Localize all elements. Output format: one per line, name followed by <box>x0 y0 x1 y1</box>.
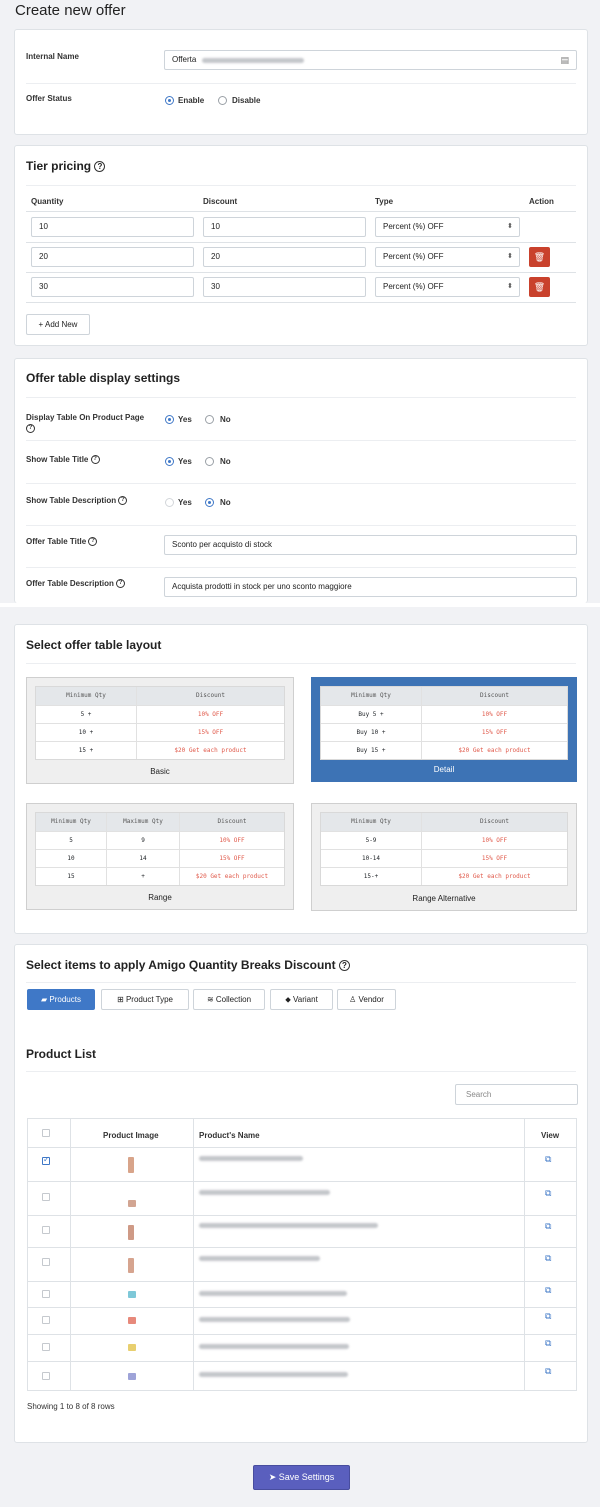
discount-input[interactable]: 10 <box>203 217 366 237</box>
yes-label: Yes <box>178 498 192 507</box>
user-icon: ♙ <box>349 995 357 1004</box>
status-disable-label: Disable <box>232 96 261 105</box>
row-checkbox[interactable] <box>42 1343 50 1351</box>
show-desc-label-text: Show Table Description <box>26 496 117 505</box>
cell: 10% OFF <box>136 706 284 723</box>
tab-label: Product Type <box>125 995 173 1004</box>
divider <box>26 83 576 84</box>
delete-row-button[interactable] <box>529 247 550 267</box>
header-cell: Minimum Qty <box>351 692 391 699</box>
search-input[interactable]: Search <box>455 1084 578 1105</box>
select-caret-icon: ⬍ <box>507 283 513 290</box>
divider <box>26 242 576 243</box>
table-row <box>28 1334 576 1361</box>
cell: 15% OFF <box>421 724 567 741</box>
type-select[interactable] <box>375 217 520 237</box>
divider <box>26 211 576 212</box>
contact-card-icon: ▤ <box>560 55 569 65</box>
display-table-yes-radio[interactable] <box>165 415 174 424</box>
offer-desc-input[interactable]: Acquista prodotti in stock per uno sconto maggiore <box>164 577 577 597</box>
col-view: View <box>541 1131 560 1140</box>
mini-table <box>320 686 568 760</box>
external-link-icon[interactable]: ⧉ <box>545 1188 552 1198</box>
select-all-checkbox[interactable] <box>42 1129 50 1137</box>
table-row <box>28 1307 576 1334</box>
screenshot-seam <box>0 603 600 607</box>
no-label: No <box>220 457 231 466</box>
mini-table <box>35 686 285 760</box>
show-title-no-radio[interactable] <box>205 457 214 466</box>
product-thumbnail <box>128 1373 136 1380</box>
divider <box>26 567 576 568</box>
add-new-label: Add New <box>44 320 78 329</box>
show-desc-label <box>26 495 127 506</box>
select-caret-icon: ⬍ <box>507 253 513 260</box>
help-icon[interactable]: ? <box>94 161 105 172</box>
header-cell: Minimum Qty <box>351 818 391 825</box>
layout-option-basic[interactable] <box>26 677 294 784</box>
internal-name-label: Internal Name <box>26 52 79 61</box>
external-link-icon[interactable]: ⧉ <box>545 1366 552 1376</box>
product-thumbnail <box>128 1317 136 1324</box>
help-icon[interactable]: ? <box>88 537 97 546</box>
quantity-input[interactable]: 20 <box>31 247 194 267</box>
row-checkbox[interactable] <box>42 1226 50 1234</box>
divider <box>26 982 576 983</box>
table-row <box>28 1281 576 1307</box>
redacted-text <box>199 1223 378 1228</box>
offer-title-label-text: Offer Table Title <box>26 537 87 546</box>
tab-label: Collection <box>215 995 252 1004</box>
cell: 15 + <box>78 747 94 754</box>
row-checkbox[interactable] <box>42 1258 50 1266</box>
display-table-no-radio[interactable] <box>205 415 214 424</box>
cell: 10-14 <box>361 855 381 862</box>
status-enable-label: Enable <box>178 96 205 105</box>
discount-input[interactable]: 30 <box>203 277 366 297</box>
divider <box>26 663 576 664</box>
redacted-text <box>199 1372 348 1377</box>
external-link-icon[interactable]: ⧉ <box>545 1253 552 1263</box>
divider <box>26 272 576 273</box>
yes-label: Yes <box>178 457 192 466</box>
cell: 15% OFF <box>136 724 284 741</box>
header-cell: Minimum Qty <box>66 692 106 699</box>
trash-icon: 🗑 <box>533 282 546 292</box>
col-type: Type <box>375 197 394 206</box>
yes-label: Yes <box>178 415 192 424</box>
add-new-button[interactable] <box>26 314 90 335</box>
redacted-text <box>199 1256 320 1261</box>
delete-row-button[interactable] <box>529 277 550 297</box>
cell: 10% OFF <box>421 832 567 849</box>
table-row <box>28 1181 576 1215</box>
show-title-label-text: Show Table Title <box>26 455 89 464</box>
cell: 9 <box>106 832 179 849</box>
header-cell: Discount <box>421 687 567 705</box>
layout-option-range[interactable] <box>26 803 294 910</box>
plus-icon: + <box>38 320 44 329</box>
product-list-title: Product List <box>26 1047 97 1061</box>
tab-vendor[interactable] <box>337 989 396 1010</box>
layers-icon: ≋ <box>206 995 214 1004</box>
products-icon: ▰ <box>41 995 48 1004</box>
cell: 15% OFF <box>421 850 567 867</box>
cell: + <box>106 868 179 885</box>
items-title-text: Select items to apply Amigo Quantity Breaks Discount <box>26 958 336 972</box>
external-link-icon[interactable]: ⧉ <box>545 1285 552 1295</box>
divider <box>26 1071 576 1072</box>
cell: $20 Get each product <box>421 868 567 885</box>
table-row <box>28 1215 576 1247</box>
no-label: No <box>220 498 231 507</box>
row-checkbox[interactable] <box>42 1193 50 1201</box>
status-disable-radio[interactable] <box>218 96 227 105</box>
layout-name: Basic <box>150 767 170 776</box>
cell: $20 Get each product <box>421 742 567 759</box>
product-table <box>27 1118 577 1391</box>
offer-title-input[interactable]: Sconto per acquisto di stock <box>164 535 577 555</box>
header-cell: Discount <box>179 813 284 831</box>
help-icon[interactable]: ? <box>116 579 125 588</box>
divider <box>26 440 576 441</box>
display-settings-title: Offer table display settings <box>26 371 181 385</box>
col-product-image: Product Image <box>103 1131 159 1140</box>
tab-variant[interactable] <box>270 989 333 1010</box>
redacted-text <box>199 1291 347 1296</box>
internal-name-value: Offerta <box>172 55 197 64</box>
cell: 5 + <box>80 711 92 718</box>
redacted-text <box>199 1344 349 1349</box>
cell: Buy 15 + <box>356 747 386 754</box>
layout-name: Range Alternative <box>412 894 476 903</box>
product-thumbnail <box>128 1157 134 1173</box>
quantity-input[interactable]: 30 <box>31 277 194 297</box>
redacted-text <box>199 1156 303 1161</box>
show-title-label <box>26 454 100 465</box>
show-desc-yes-radio[interactable] <box>165 498 174 507</box>
page-title: Create new offer <box>15 2 126 19</box>
col-product-name: Product's Name <box>199 1131 260 1140</box>
help-icon[interactable]: ? <box>118 496 127 505</box>
mini-table <box>35 812 285 886</box>
row-checkbox[interactable] <box>42 1316 50 1324</box>
tab-label: Variant <box>293 995 318 1004</box>
product-thumbnail <box>128 1258 134 1273</box>
cell: 15% OFF <box>179 850 284 867</box>
external-link-icon[interactable]: ⧉ <box>545 1154 552 1164</box>
tab-collection[interactable] <box>193 989 265 1010</box>
type-select-value: Percent (%) OFF <box>383 282 444 291</box>
tab-label: Vendor <box>358 995 384 1004</box>
tier-pricing-title <box>26 159 105 173</box>
product-thumbnail <box>128 1200 136 1207</box>
discount-input[interactable]: 20 <box>203 247 366 267</box>
col-quantity: Quantity <box>31 197 64 206</box>
product-thumbnail <box>128 1225 134 1240</box>
redacted-text <box>199 1317 350 1322</box>
cell: $20 Get each product <box>136 742 284 759</box>
cell: 5-9 <box>365 837 377 844</box>
product-thumbnail <box>128 1344 136 1351</box>
tags-icon: ⬥ <box>285 995 291 1004</box>
internal-name-input[interactable] <box>164 50 577 70</box>
save-label: Save Settings <box>278 1472 335 1482</box>
tab-product-type[interactable] <box>101 989 189 1010</box>
layout-title: Select offer table layout <box>26 638 162 652</box>
tier-pricing-card <box>14 145 588 346</box>
offer-desc-label <box>26 578 125 589</box>
table-footer: Showing 1 to 8 of 8 rows <box>27 1402 115 1411</box>
divider <box>26 397 576 398</box>
cell: 10% OFF <box>421 706 567 723</box>
tab-label: Products <box>49 995 81 1004</box>
general-settings-card <box>14 29 588 135</box>
quantity-input[interactable]: 10 <box>31 217 194 237</box>
type-select-value: Percent (%) OFF <box>383 222 444 231</box>
type-select[interactable] <box>375 277 520 297</box>
cell: Buy 10 + <box>356 729 386 736</box>
cell: 14 <box>106 850 179 867</box>
header-cell: Discount <box>421 813 567 831</box>
layout-option-range-alternative[interactable] <box>311 803 577 911</box>
cell: $20 Get each product <box>179 868 284 885</box>
cell: 10% OFF <box>179 832 284 849</box>
type-select-value: Percent (%) OFF <box>383 252 444 261</box>
help-icon[interactable]: ? <box>91 455 100 464</box>
show-title-yes-radio[interactable] <box>165 457 174 466</box>
redacted-text <box>199 1190 330 1195</box>
save-settings-button[interactable] <box>253 1465 350 1490</box>
type-select[interactable] <box>375 247 520 267</box>
items-title <box>26 958 350 972</box>
table-row <box>28 1147 576 1181</box>
table-row <box>28 1247 576 1281</box>
layout-option-detail[interactable] <box>311 677 577 782</box>
offer-title-label <box>26 536 97 547</box>
header-cell: Discount <box>136 687 284 705</box>
cell: 10 <box>67 855 75 862</box>
col-discount: Discount <box>203 197 238 206</box>
cell: 10 + <box>78 729 94 736</box>
divider <box>26 302 576 303</box>
divider <box>26 483 576 484</box>
no-label: No <box>220 415 231 424</box>
help-icon[interactable]: ? <box>26 424 35 433</box>
cell: 5 <box>69 837 73 844</box>
sitemap-icon: ⊞ <box>117 995 124 1004</box>
display-table-label-text: Display Table On Product Page <box>26 413 145 422</box>
status-enable-radio[interactable] <box>165 96 174 105</box>
layout-name: Range <box>148 893 172 902</box>
external-link-icon[interactable]: ⧉ <box>545 1221 552 1231</box>
display-table-label <box>26 412 156 434</box>
cell: 15-+ <box>363 873 379 880</box>
row-checkbox[interactable] <box>42 1157 50 1165</box>
tier-pricing-title-text: Tier pricing <box>26 159 92 173</box>
offer-desc-label-text: Offer Table Description <box>26 579 114 588</box>
row-checkbox[interactable] <box>42 1372 50 1380</box>
table-row <box>28 1361 576 1392</box>
tab-products[interactable] <box>27 989 95 1010</box>
layout-name: Detail <box>433 765 455 774</box>
col-action: Action <box>529 197 554 206</box>
redacted-text <box>202 58 304 63</box>
show-desc-no-radio[interactable] <box>205 498 214 507</box>
external-link-icon[interactable]: ⧉ <box>545 1311 552 1321</box>
help-icon[interactable]: ? <box>339 960 350 971</box>
display-settings-card <box>14 358 588 603</box>
mini-table <box>320 812 568 886</box>
offer-status-label: Offer Status <box>26 94 72 103</box>
cell: Buy 5 + <box>358 711 384 718</box>
trash-icon: 🗑 <box>533 252 546 262</box>
header-cell: Maximum Qty <box>106 813 179 831</box>
divider <box>26 525 576 526</box>
header-cell: Minimum Qty <box>51 818 91 825</box>
external-link-icon[interactable]: ⧉ <box>545 1338 552 1348</box>
cell: 15 <box>67 873 75 880</box>
paper-plane-icon: ➤ <box>268 1472 277 1482</box>
divider <box>26 185 576 186</box>
select-caret-icon: ⬍ <box>507 223 513 230</box>
product-thumbnail <box>128 1291 136 1298</box>
row-checkbox[interactable] <box>42 1290 50 1298</box>
